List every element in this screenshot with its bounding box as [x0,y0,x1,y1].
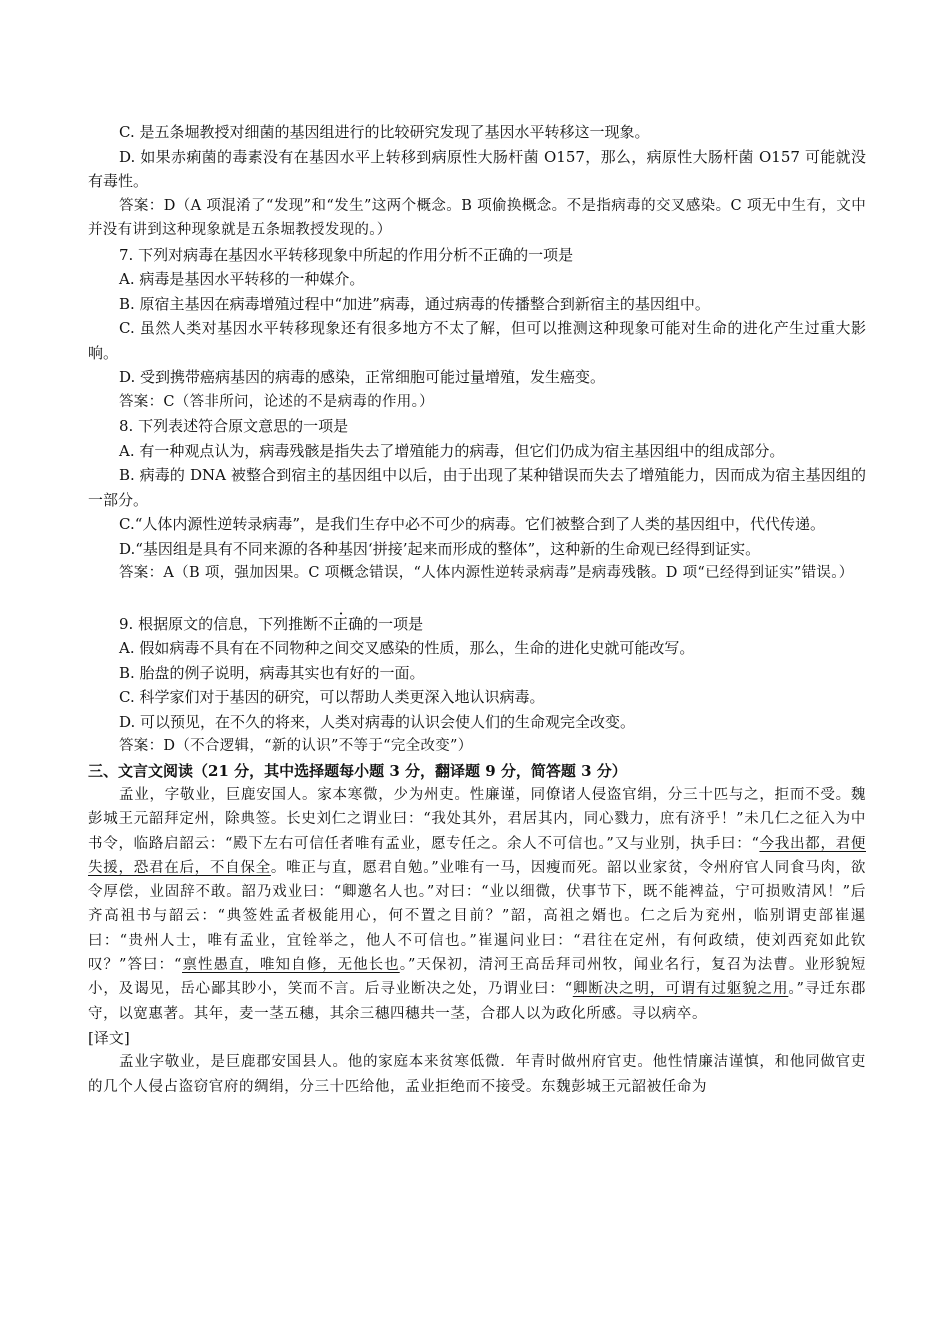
q9-stem-part1: 9. 根据原文的信息，下列推断 [119,614,319,633]
q9-option-a: A. 假如病毒不具有在不同物种之间交叉感染的性质，那么，生命的进化史就可能改写。 [119,639,695,657]
passage-text-3: 。”天保初，清河王高岳拜司州牧，闻业名行，复召为法曹。业形貌短小，及谒见，岳心鄙其眇小，笑而不言。后寻业断决之处，乃谓业曰：“ [88,957,866,998]
q7-stem: 7. 下列对病毒在基因水平转移现象中所起的作用分析不正确的一项是 [119,245,574,264]
passage-underline-1: 今我出都，君便失援，恐君在后，不自保全 [88,835,866,876]
q8-answer: 答案：A（B 项，强加因果。C 项概念错误，“人体内源性逆转录病毒”是病毒残骸。D 项“已经得到证实”错误。） [119,565,854,581]
q9-stem-emphasis: 不 [318,614,334,633]
q6-option-d: D. 如果赤痢菌的毒素没有在基因水平上转移到病原性大肠杆菌 O157，那么，病原性大肠杆菌 O157 可能就没有毒性。 [88,147,866,190]
q9-answer: 答案：D（不合逻辑，“新的认识”不等于“完全改变”） [119,738,473,754]
spacer [88,586,866,612]
q8-option-d: D.“基因组是具有不同来源的各种基因‘拼接’起来而形成的整体”，这种新的生命观已经得到证实。 [119,539,761,558]
passage-text-4: 。”寻迁东郡守，以宽惠著。其年，麦一茎五穗，其余三穗四穗共一茎，合郡人以为政化所感。寻以病卒。 [88,981,866,1022]
q7-option-d: D. 受到携带癌病基因的病毒的感染，正常细胞可能过量增殖，发生癌变。 [119,368,606,386]
passage-underline-3: 卿断决之明，可谓有过躯貌之用 [572,981,789,998]
section-heading: 三、文言文阅读（21 分，其中选择题每小题 3 分，翻译题 9 分，简答题 3 分） [88,761,627,780]
document-page [88,120,866,1099]
passage-text-2: 。唯正与直，愿君自勉。”业唯有一马，因瘦而死。韶以业家贫，令州府官人同食马肉，欲令厚偿，业固辞不敢。韶乃戏业曰：“卿邀名人也。”对曰：“业以细微，伏事节下，既不能裨益，宁可损败清风！”后齐高祖书与韶云：“典签姓孟者极能用心，何不置之目前？”韶，高祖之婿也。仁之后为兖州，临别谓吏部崔暹曰：“贵州人士，唯有孟业，宜铨举之，他人不可信也。”崔暹问业曰：“君往在定州，有何政绩，使刘西兖如此钦叹？”答曰：“ [88,859,866,974]
q8-option-b: B. 病毒的 DNA 被整合到宿主的基因组中以后，由于出现了某种错误而失去了增殖能力，因而成为宿主基因组的一部分。 [88,466,866,509]
passage-underline-2: 禀性愚直，唯知自修，无他长也 [182,957,400,974]
q6-answer: 答案：D（A 项混淆了“发现”和“发生”这两个概念。B 项偷换概念。不是指病毒的交叉感染。C 项无中生有，文中并没有讲到这种现象就是五条堀教授发现的。） [88,197,866,238]
q9-stem [88,612,866,637]
translation-text: 孟业字敬业，是巨鹿郡安国县人。他的家庭本来贫寒低微．年青时做州府官吏。他性情廉洁谨慎，和他同做官吏的几个人侵占盗窃官府的绸绢，分三十匹给他，孟业拒绝而不接受。东魏彭城王元韶被任命为 [88,1054,866,1095]
q8-option-a: A. 有一种观点认为，病毒残骸是指失去了增殖能力的病毒，但它们仍成为宿主基因组中的组成部分。 [119,441,785,460]
q6-option-c: C. 是五条堀教授对细菌的基因组进行的比较研究发现了基因水平转移这一现象。 [119,123,650,141]
q8-option-c: C.“人体内源性逆转录病毒”，是我们生存中必不可少的病毒。它们被整合到了人类的基因组中，代代传递。 [119,515,826,533]
q7-option-b: B. 原宿主基因在病毒增殖过程中“加进”病毒，通过病毒的传播整合到新宿主的基因组中。 [119,294,710,313]
q7-option-c: C. 虽然人类对基因水平转移现象还有很多地方不太了解，但可以推测这种现象可能对生命的进化产生过重大影响。 [88,319,866,362]
q9-option-b: B. 胎盘的例子说明，病毒其实也有好的一面。 [119,663,425,682]
q9-stem-part2: 正确的一项是 [333,614,424,633]
classical-passage [88,783,866,1026]
translation-label: [译文] [88,1028,130,1047]
q8-stem: 8. 下列表述符合原文意思的一项是 [119,417,349,435]
q9-option-c: C. 科学家们对于基因的研究，可以帮助人类更深入地认识病毒。 [119,688,545,706]
passage-text-1: 孟业，字敬业，巨鹿安国人。家本寒微，少为州吏。性廉谨，同僚诸人侵盗官绢，分三十匹与之，拒而不受。魏彭城王元韶拜定州，除典签。长史刘仁之谓业曰：“我处其外，君居其内，同心戮力，庶有济乎！”未几仁之征入为中书令，临路启韶云：“殿下左右可信任者唯有孟业，愿专任之。余人不可信也。”又与业别，执手曰：“ [88,787,866,852]
q9-option-d: D. 可以预见，在不久的将来，人类对病毒的认识会使人们的生命观完全改变。 [119,712,636,731]
q7-option-a: A. 病毒是基因水平转移的一种媒介。 [119,270,365,288]
q7-answer: 答案：C（答非所问，论述的不是病毒的作用。） [119,393,434,410]
